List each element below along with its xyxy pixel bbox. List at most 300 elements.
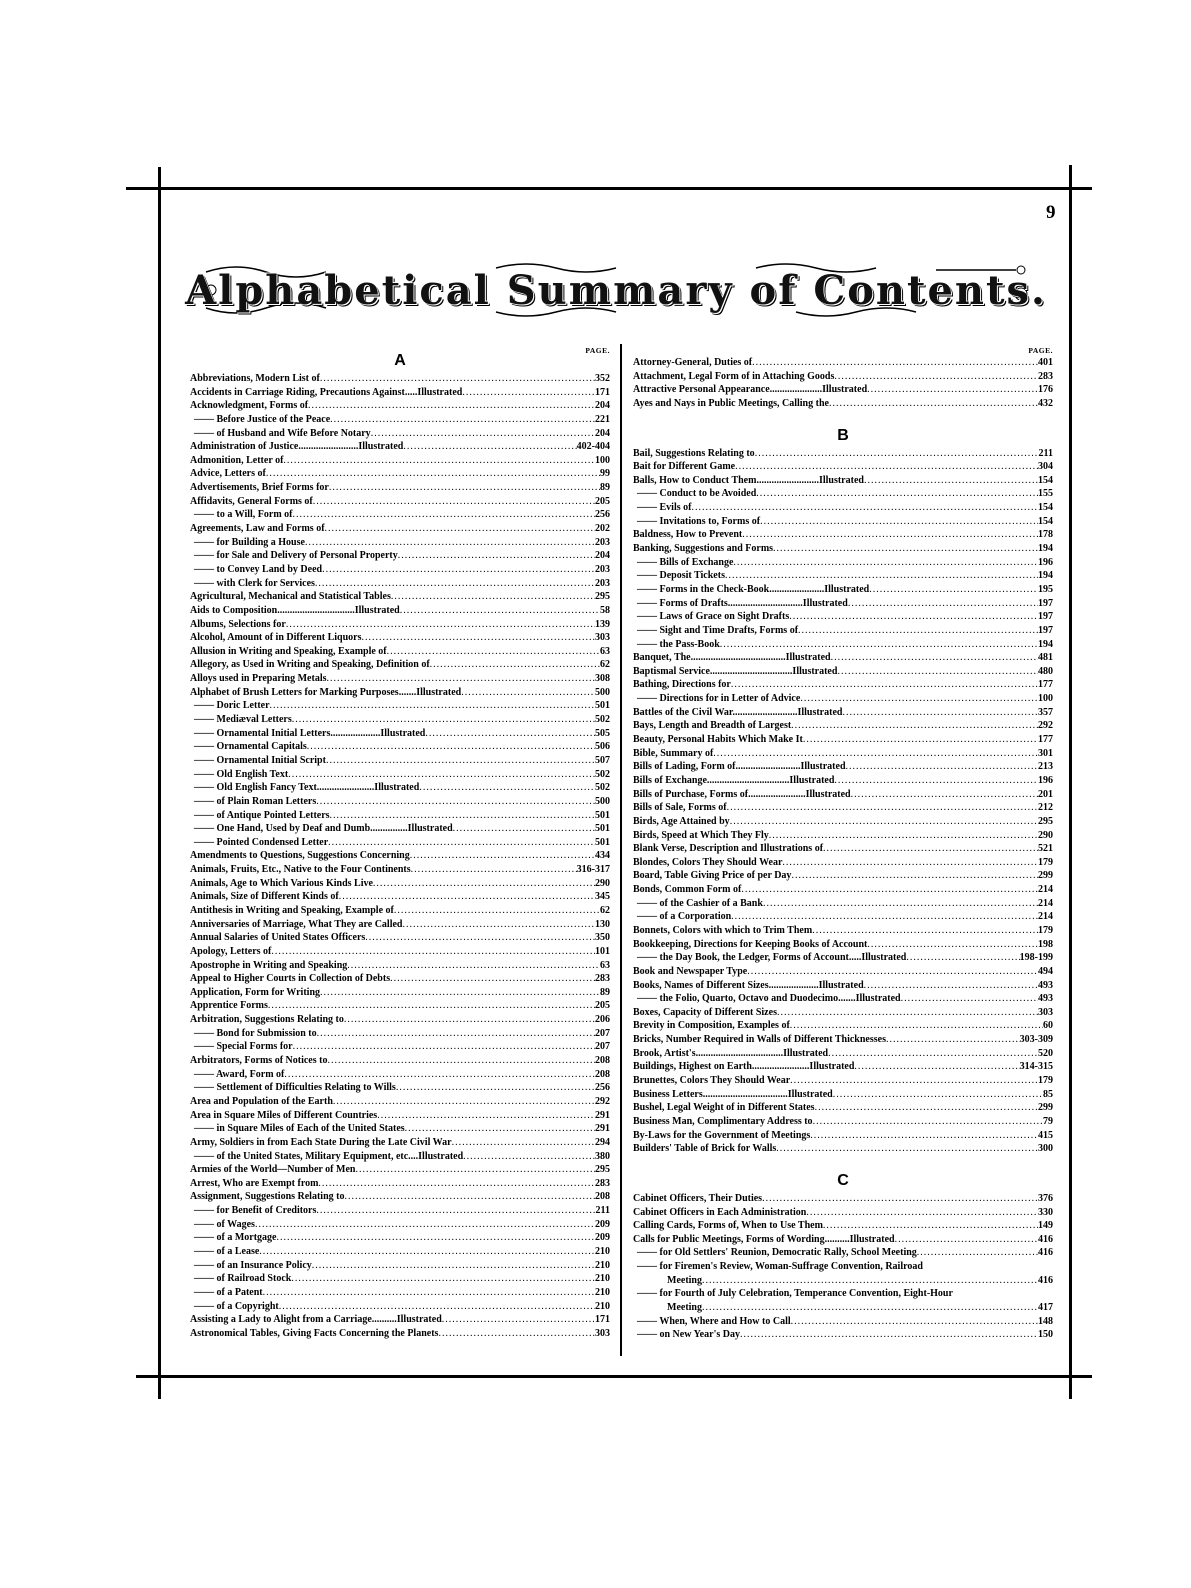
index-entry bbox=[633, 1287, 1053, 1301]
entry-title: Brevity in Composition, Examples of bbox=[633, 1020, 790, 1032]
entry-title: —— Directions for in Letter of Advice bbox=[633, 692, 800, 706]
index-entry bbox=[633, 692, 1053, 706]
leader-dots bbox=[864, 979, 1038, 993]
entry-page: 197 bbox=[1038, 624, 1053, 636]
entry-page: 283 bbox=[1038, 370, 1053, 382]
entry-title: —— the Day Book, the Ledger, Forms of Account.....Illustrated bbox=[633, 951, 906, 965]
entry-title: Bathing, Directions for bbox=[633, 679, 731, 691]
index-entry bbox=[190, 795, 610, 809]
index-entry bbox=[190, 768, 610, 782]
leader-dots bbox=[320, 372, 595, 386]
entry-page: 501 bbox=[595, 809, 610, 821]
entry-title: Meeting bbox=[667, 1274, 702, 1286]
leader-dots bbox=[735, 460, 1038, 474]
entry-title: Birds, Age Attained by bbox=[633, 815, 730, 827]
entry-title: Bays, Length and Breadth of Largest bbox=[633, 720, 792, 732]
leader-dots bbox=[740, 1328, 1038, 1342]
entry-page: 209 bbox=[595, 1218, 610, 1230]
entry-page: 62 bbox=[600, 659, 610, 671]
leader-dots bbox=[305, 536, 595, 550]
leader-dots bbox=[461, 686, 595, 700]
entry-title: —— Sight and Time Drafts, Forms of bbox=[633, 624, 798, 638]
index-entry bbox=[190, 822, 610, 836]
entry-page: 85 bbox=[1043, 1088, 1053, 1100]
entry-page: 294 bbox=[595, 1136, 610, 1148]
entry-title: Animals, Fruits, Etc., Native to the Four Continents bbox=[190, 864, 411, 876]
leader-dots bbox=[829, 397, 1038, 411]
entry-title: —— for Fourth of July Celebration, Temperance Convention, Eight-Hour bbox=[633, 1287, 953, 1301]
entry-title: Astronomical Tables, Giving Facts Concerning the Planets bbox=[190, 1327, 439, 1339]
entry-page: 63 bbox=[600, 645, 610, 657]
leader-dots bbox=[326, 754, 595, 768]
leader-dots bbox=[731, 910, 1038, 924]
entry-page: 198 bbox=[1038, 938, 1053, 950]
leader-dots bbox=[452, 1136, 595, 1150]
entry-page: 291 bbox=[595, 1109, 610, 1121]
leader-dots bbox=[313, 495, 595, 509]
leader-dots bbox=[720, 638, 1038, 652]
index-entry bbox=[190, 590, 610, 604]
index-entry bbox=[190, 522, 610, 536]
index-entry bbox=[633, 1074, 1053, 1088]
title-banner bbox=[185, 260, 1047, 320]
entry-title: —— Pointed Condensed Letter bbox=[190, 836, 328, 850]
entry-title: —— on New Year's Day bbox=[633, 1328, 740, 1342]
index-entry bbox=[633, 460, 1053, 474]
leader-dots bbox=[333, 1095, 595, 1109]
entry-page: 314-315 bbox=[1019, 1061, 1053, 1073]
index-entry bbox=[633, 869, 1053, 883]
entry-title: Ayes and Nays in Public Meetings, Calling the bbox=[633, 397, 829, 409]
leader-dots bbox=[895, 1233, 1038, 1247]
index-entry bbox=[633, 965, 1053, 979]
entry-title: Antithesis in Writing and Speaking, Example of bbox=[190, 904, 394, 916]
index-entry bbox=[633, 760, 1053, 774]
leader-dots bbox=[864, 474, 1038, 488]
index-entry bbox=[633, 1033, 1053, 1047]
index-entry bbox=[190, 1231, 610, 1245]
entry-title: Beauty, Personal Habits Which Make It bbox=[633, 734, 803, 746]
entry-title: Bible, Summary of bbox=[633, 747, 714, 759]
leader-dots bbox=[293, 1040, 595, 1054]
entry-title: —— of the United States, Military Equipment, etc....Illustrated bbox=[190, 1150, 463, 1164]
entry-title: —— for Sale and Delivery of Personal Property bbox=[190, 549, 398, 563]
entry-title: Agreements, Law and Forms of bbox=[190, 523, 325, 535]
entry-page: 155 bbox=[1038, 488, 1053, 500]
index-entry bbox=[190, 986, 610, 1000]
entry-title: Allusion in Writing and Speaking, Example of bbox=[190, 645, 387, 657]
entry-page: 171 bbox=[595, 386, 610, 398]
index-entry bbox=[190, 863, 610, 877]
index-entry bbox=[633, 747, 1053, 761]
leader-dots bbox=[462, 386, 595, 400]
leader-dots bbox=[398, 549, 595, 563]
leader-dots bbox=[316, 795, 595, 809]
leader-dots bbox=[438, 1327, 595, 1341]
entry-page: 500 bbox=[595, 686, 610, 698]
entry-title: Calling Cards, Forms of, When to Use Them bbox=[633, 1220, 823, 1232]
leader-dots bbox=[315, 577, 595, 591]
index-entry bbox=[633, 515, 1053, 529]
entry-page: 256 bbox=[595, 509, 610, 521]
entry-page: 330 bbox=[1038, 1206, 1053, 1218]
entry-page: 101 bbox=[595, 945, 610, 957]
entry-page: 417 bbox=[1038, 1302, 1053, 1313]
entry-title: —— Before Justice of the Peace bbox=[190, 413, 330, 427]
entry-title: Calls for Public Meetings, Forms of Wording..........Illustrated bbox=[633, 1233, 895, 1245]
entry-title: —— the Pass-Book bbox=[633, 638, 720, 652]
index-entry bbox=[190, 809, 610, 823]
entry-page: 208 bbox=[595, 1191, 610, 1203]
index-entry bbox=[190, 549, 610, 563]
entry-page: 303 bbox=[595, 632, 610, 644]
leader-dots bbox=[394, 904, 600, 918]
leader-dots bbox=[906, 951, 1019, 965]
entry-title: Bonds, Common Form of bbox=[633, 884, 742, 896]
leader-dots bbox=[453, 822, 595, 836]
leader-dots bbox=[833, 1088, 1043, 1102]
entry-page: 352 bbox=[595, 373, 610, 384]
leader-dots bbox=[837, 665, 1038, 679]
entry-title: Business Man, Complimentary Address to bbox=[633, 1115, 813, 1127]
leader-dots bbox=[270, 699, 595, 713]
leader-dots bbox=[286, 618, 595, 632]
entry-title: —— for Old Settlers' Reunion, Democratic Rally, School Meeting bbox=[633, 1246, 917, 1260]
page-label: PAGE. bbox=[585, 346, 610, 355]
leader-dots bbox=[355, 1163, 595, 1177]
index-entry bbox=[633, 829, 1053, 843]
leader-dots bbox=[886, 1033, 1020, 1047]
entry-title: Alphabet of Brush Letters for Marking Purposes.......Illustrated bbox=[190, 686, 462, 698]
index-entry bbox=[633, 1047, 1053, 1061]
leader-dots bbox=[851, 788, 1038, 802]
index-entry bbox=[190, 1245, 610, 1259]
entry-page: 150 bbox=[1038, 1329, 1053, 1341]
index-entry bbox=[633, 583, 1053, 597]
index-entry bbox=[633, 842, 1053, 856]
entry-page: 502 bbox=[595, 782, 610, 794]
entry-title: Builders' Table of Brick for Walls bbox=[633, 1143, 777, 1155]
entry-page: 203 bbox=[595, 536, 610, 548]
entry-page: 213 bbox=[1038, 761, 1053, 773]
entry-page: 130 bbox=[595, 918, 610, 930]
index-entry bbox=[190, 1163, 610, 1177]
entry-title: By-Laws for the Government of Meetings bbox=[633, 1129, 811, 1141]
entry-title: —— Laws of Grace on Sight Drafts bbox=[633, 610, 789, 624]
index-entry bbox=[633, 624, 1053, 638]
entry-title: Accidents in Carriage Riding, Precautions Against.....Illustrated bbox=[190, 386, 463, 398]
entry-page: 210 bbox=[595, 1273, 610, 1285]
leader-dots bbox=[344, 1013, 595, 1027]
entry-title: —— Award, Form of bbox=[190, 1068, 284, 1082]
index-entry bbox=[190, 427, 610, 441]
entry-page: 89 bbox=[600, 482, 610, 494]
entry-page: 505 bbox=[595, 727, 610, 739]
leader-dots bbox=[810, 1129, 1038, 1143]
index-entry bbox=[190, 727, 610, 741]
entry-title: Board, Table Giving Price of per Day bbox=[633, 870, 792, 882]
entry-title: Bills of Sale, Forms of bbox=[633, 802, 727, 814]
entry-title: Brook, Artist's...................................Illustrated bbox=[633, 1047, 829, 1059]
index-entry bbox=[633, 610, 1053, 624]
entry-page: 149 bbox=[1038, 1220, 1053, 1232]
leader-dots bbox=[798, 624, 1038, 638]
index-entry bbox=[190, 686, 610, 700]
index-entry bbox=[633, 706, 1053, 720]
entry-page: 203 bbox=[595, 577, 610, 589]
leader-dots bbox=[410, 849, 595, 863]
leader-dots bbox=[316, 1204, 595, 1218]
leader-dots bbox=[791, 719, 1038, 733]
entry-title: Attorney-General, Duties of bbox=[633, 357, 753, 368]
entry-page: 350 bbox=[595, 932, 610, 944]
entry-page: 204 bbox=[595, 550, 610, 562]
index-entry bbox=[633, 501, 1053, 515]
leader-dots bbox=[812, 924, 1038, 938]
leader-dots bbox=[776, 1142, 1038, 1156]
entry-title: Acknowledgment, Forms of bbox=[190, 400, 309, 412]
index-entry bbox=[190, 399, 610, 413]
entry-page: 203 bbox=[595, 563, 610, 575]
leader-dots bbox=[362, 631, 596, 645]
index-entry bbox=[190, 1013, 610, 1027]
entry-title: Administration of Justice........................Illustrated bbox=[190, 441, 404, 453]
index-entry bbox=[633, 569, 1053, 583]
leader-dots bbox=[400, 604, 600, 618]
index-entry bbox=[190, 1136, 610, 1150]
index-entry bbox=[190, 972, 610, 986]
entry-title: Bail, Suggestions Relating to bbox=[633, 447, 755, 459]
entry-title: Books, Names of Different Sizes....................Illustrated bbox=[633, 979, 864, 991]
entry-page: 214 bbox=[1038, 911, 1053, 923]
leader-dots bbox=[953, 1287, 1053, 1301]
index-entry bbox=[190, 1054, 610, 1068]
index-entry bbox=[633, 383, 1053, 397]
index-entry bbox=[190, 877, 610, 891]
entry-title: —— of a Patent bbox=[190, 1286, 263, 1300]
index-entry bbox=[190, 1081, 610, 1095]
entry-page: 205 bbox=[595, 495, 610, 507]
index-entry bbox=[190, 1218, 610, 1232]
section-letter-a: A bbox=[394, 352, 406, 369]
index-entry bbox=[633, 1101, 1053, 1115]
index-entry bbox=[633, 678, 1053, 692]
entry-page: 205 bbox=[595, 1000, 610, 1012]
leader-dots bbox=[762, 1192, 1038, 1206]
leader-dots bbox=[293, 508, 595, 522]
section-letter-c: C bbox=[837, 1171, 849, 1189]
leader-dots bbox=[402, 918, 595, 932]
entry-page: 210 bbox=[595, 1300, 610, 1312]
entry-page: 89 bbox=[600, 986, 610, 998]
entry-page: 415 bbox=[1038, 1129, 1053, 1141]
leader-dots bbox=[731, 678, 1038, 692]
entry-page: 208 bbox=[595, 1068, 610, 1080]
leader-dots bbox=[901, 992, 1038, 1006]
entry-page: 292 bbox=[595, 1095, 610, 1107]
leader-dots bbox=[823, 842, 1038, 856]
index-entry bbox=[190, 836, 610, 850]
leader-dots bbox=[271, 945, 595, 959]
leader-dots bbox=[347, 959, 600, 973]
index-entry bbox=[633, 665, 1053, 679]
entry-page: 380 bbox=[595, 1150, 610, 1162]
index-entry bbox=[190, 945, 610, 959]
entry-title: Bills of Lading, Form of..........................Illustrated bbox=[633, 761, 846, 773]
leader-dots bbox=[755, 447, 1039, 461]
entry-title: —— of Husband and Wife Before Notary bbox=[190, 427, 371, 441]
index-entry bbox=[633, 774, 1053, 788]
index-entry bbox=[190, 1313, 610, 1327]
leader-dots bbox=[923, 1260, 1053, 1274]
entry-page: 283 bbox=[595, 973, 610, 985]
entry-page: 178 bbox=[1038, 529, 1053, 541]
leader-dots bbox=[391, 590, 595, 604]
entry-title: Amendments to Questions, Suggestions Concerning bbox=[190, 850, 410, 862]
entry-page: 480 bbox=[1038, 665, 1053, 677]
entry-title: Apostrophe in Writing and Speaking bbox=[190, 959, 348, 971]
entry-page: 303-309 bbox=[1019, 1034, 1053, 1046]
leader-dots bbox=[733, 556, 1038, 570]
entry-title: Aids to Composition...............................Illustrated bbox=[190, 604, 400, 616]
leader-dots bbox=[390, 972, 595, 986]
index-entry bbox=[190, 890, 610, 904]
page-number: 9 bbox=[1046, 202, 1056, 223]
entry-page: 210 bbox=[595, 1286, 610, 1298]
entry-page: 211 bbox=[595, 1205, 610, 1217]
entry-title: —— of a Corporation bbox=[633, 910, 731, 924]
entry-page: 214 bbox=[1038, 897, 1053, 909]
entry-title: —— Bills of Exchange bbox=[633, 556, 733, 570]
entry-page: 207 bbox=[595, 1027, 610, 1039]
leader-dots bbox=[292, 713, 595, 727]
entry-page: 179 bbox=[1038, 856, 1053, 868]
leader-dots bbox=[702, 1301, 1038, 1315]
index-entry bbox=[190, 1109, 610, 1123]
leader-dots bbox=[752, 356, 1038, 370]
index-entry bbox=[190, 495, 610, 509]
entry-title: Baldness, How to Prevent bbox=[633, 529, 743, 541]
leader-dots bbox=[803, 733, 1038, 747]
entry-title: —— of Railroad Stock bbox=[190, 1272, 291, 1286]
leader-dots bbox=[747, 965, 1038, 979]
index-entry bbox=[633, 487, 1053, 501]
leader-dots bbox=[396, 1081, 595, 1095]
entry-page: 493 bbox=[1038, 979, 1053, 991]
entry-title: —— Deposit Tickets bbox=[633, 569, 725, 583]
leader-dots bbox=[327, 1054, 595, 1068]
entry-page: 521 bbox=[1038, 843, 1053, 855]
entry-page: 507 bbox=[595, 754, 610, 766]
entry-page: 194 bbox=[1038, 638, 1053, 650]
entry-page: 171 bbox=[595, 1314, 610, 1326]
index-entry bbox=[633, 474, 1053, 488]
leader-dots bbox=[867, 383, 1038, 397]
column-divider bbox=[620, 344, 622, 1356]
index-entry bbox=[190, 904, 610, 918]
entry-title: Albums, Selections for bbox=[190, 618, 286, 630]
entry-page: 208 bbox=[595, 1055, 610, 1067]
entry-page: 206 bbox=[595, 1014, 610, 1026]
index-entry bbox=[190, 1027, 610, 1041]
index-entry bbox=[633, 883, 1053, 897]
entry-title: —— Forms of Drafts..............................Illustrated bbox=[633, 597, 848, 611]
index-entry bbox=[633, 910, 1053, 924]
entry-title: —— in Square Miles of Each of the United States bbox=[190, 1122, 405, 1136]
index-entry bbox=[190, 1095, 610, 1109]
entry-page: 63 bbox=[600, 959, 610, 971]
entry-title: Allegory, as Used in Writing and Speaking, Definition of bbox=[190, 659, 430, 671]
entry-page: 154 bbox=[1038, 474, 1053, 486]
leader-dots bbox=[371, 427, 595, 441]
entry-title: —— of Plain Roman Letters bbox=[190, 795, 316, 809]
index-entry bbox=[190, 999, 610, 1013]
entry-title: Baptismal Service.................................Illustrated bbox=[633, 665, 838, 677]
index-entry bbox=[190, 672, 610, 686]
entry-page: 416 bbox=[1038, 1247, 1053, 1259]
entry-page: 376 bbox=[1038, 1192, 1053, 1204]
entry-title: —— Special Forms for bbox=[190, 1040, 293, 1054]
index-entry bbox=[190, 1068, 610, 1082]
entry-title: Animals, Size of Different Kinds of bbox=[190, 891, 339, 903]
index-entry bbox=[190, 1300, 610, 1314]
entry-page: 100 bbox=[1038, 693, 1053, 705]
entry-page: 194 bbox=[1038, 543, 1053, 555]
leader-dots bbox=[834, 774, 1038, 788]
entry-page: 198-199 bbox=[1019, 952, 1053, 964]
entry-page: 209 bbox=[595, 1232, 610, 1244]
entry-title: —— of an Insurance Policy bbox=[190, 1259, 312, 1273]
entry-title: —— for Benefit of Creditors bbox=[190, 1204, 316, 1218]
leader-dots bbox=[255, 1218, 595, 1232]
leader-dots bbox=[869, 583, 1038, 597]
index-entry bbox=[633, 1274, 1053, 1288]
entry-title: Arrest, Who are Exempt from bbox=[190, 1177, 319, 1189]
entry-title: —— Invitations to, Forms of bbox=[633, 515, 760, 529]
entry-title: Apprentice Forms bbox=[190, 1000, 268, 1012]
entry-title: Cabinet Officers in Each Administration bbox=[633, 1206, 807, 1218]
index-entry bbox=[633, 938, 1053, 952]
index-entry bbox=[190, 781, 610, 795]
entry-title: Bait for Different Game bbox=[633, 461, 736, 473]
entries-a-continued bbox=[633, 356, 1053, 411]
leader-dots bbox=[782, 856, 1038, 870]
index-entry bbox=[633, 801, 1053, 815]
entry-page: 179 bbox=[1038, 924, 1053, 936]
entry-title: Apology, Letters of bbox=[190, 945, 272, 957]
index-entry bbox=[633, 1233, 1053, 1247]
index-entry bbox=[633, 924, 1053, 938]
entry-title: —— Ornamental Capitals bbox=[190, 740, 307, 754]
index-entry bbox=[190, 604, 610, 618]
entry-page: 299 bbox=[1038, 1102, 1053, 1114]
entry-title: Meeting bbox=[667, 1302, 702, 1313]
entry-page: 194 bbox=[1038, 570, 1053, 582]
entries-b bbox=[633, 447, 1053, 1156]
entry-page: 506 bbox=[595, 741, 610, 753]
entry-title: Blank Verse, Description and Illustrations of bbox=[633, 843, 824, 855]
leader-dots bbox=[917, 1246, 1038, 1260]
entry-title: —— Bond for Submission to bbox=[190, 1027, 317, 1041]
entry-title: Bushel, Legal Weight of in Different States bbox=[633, 1102, 815, 1114]
entry-page: 177 bbox=[1038, 679, 1053, 691]
entry-page: 154 bbox=[1038, 515, 1053, 527]
index-entry bbox=[190, 658, 610, 672]
entry-title: Army, Soldiers in from Each State During the Late Civil War bbox=[190, 1136, 452, 1148]
index-entry bbox=[190, 386, 610, 400]
index-entry bbox=[633, 897, 1053, 911]
index-entry bbox=[633, 597, 1053, 611]
